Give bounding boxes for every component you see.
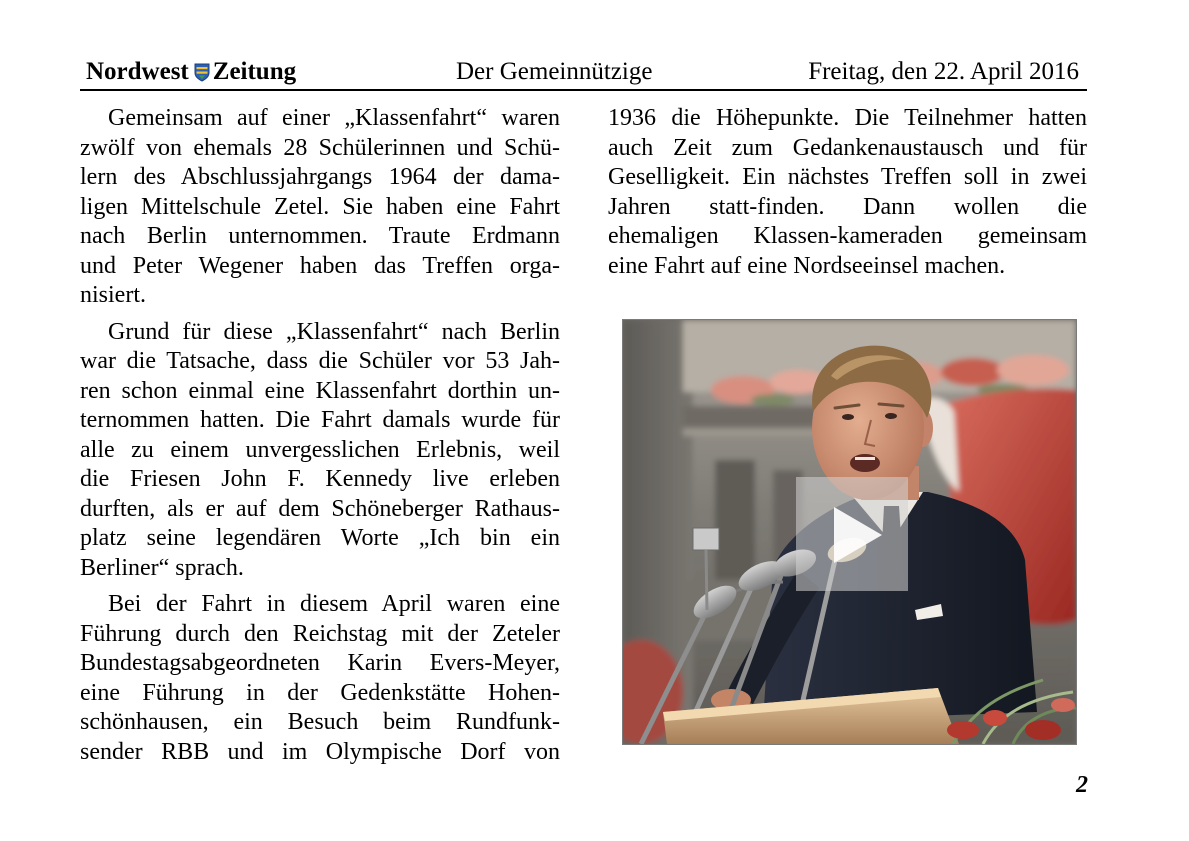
text-line: Grund für diese „Klassenfahrt“ nach Berlin xyxy=(108,318,560,345)
video-player[interactable] xyxy=(622,319,1077,745)
masthead-zeitung: Zeitung xyxy=(212,58,297,85)
text-line: platz seine legendären Worte „Ich bin ein xyxy=(80,525,560,551)
text-line: Bei der Fahrt in diesem April waren eine xyxy=(108,591,560,617)
issue-date: Freitag, den 22. April 2016 xyxy=(808,58,1079,85)
text-line: Jahren statt-finden. Dann wollen die xyxy=(608,193,1087,220)
article-column-left xyxy=(80,104,560,767)
text-line: durften, als er auf dem Schöneberger Rathaus- xyxy=(80,495,560,522)
page-number: 2 xyxy=(1076,772,1088,798)
text-line: sender RBB und im Olympische Dorf von xyxy=(80,738,560,765)
text-line: eine Führung in der Gedenkstätte Hohen- xyxy=(80,679,560,706)
text-line: Führung durch den Reichstag mit der Zeteler xyxy=(80,620,560,647)
text-line: alle zu einem unvergesslichen Erlebnis, weil xyxy=(80,436,560,463)
masthead xyxy=(86,57,296,87)
paragraph xyxy=(80,104,560,311)
text-line: schönhausen, ein Besuch beim Rundfunk- xyxy=(80,709,560,735)
text-line: nach Berlin unternommen. Traute Erdmann xyxy=(80,223,560,249)
header-rule xyxy=(80,89,1087,91)
text-line: die Friesen John F. Kennedy live erleben xyxy=(80,466,560,492)
text-line: war die Tatsache, dass die Schüler vor 53 Jah- xyxy=(80,348,560,374)
text-line: Geselligkeit. Ein nächstes Treffen soll in zwei xyxy=(608,164,1087,190)
text-line: ligen Mittelschule Zetel. Sie haben eine Fahrt xyxy=(80,193,560,220)
text-line: 1936 die Höhepunkte. Die Teilnehmer hatten xyxy=(608,105,1087,131)
play-button[interactable] xyxy=(796,477,908,591)
text-line: Gemeinsam auf einer „Klassenfahrt“ waren xyxy=(108,105,560,131)
paragraph xyxy=(608,104,1087,281)
text-line: und Peter Wegener haben das Treffen orga- xyxy=(80,252,560,279)
text-line: auch Zeit zum Gedankenaustausch und für xyxy=(608,134,1087,161)
paragraph xyxy=(80,590,560,767)
text-line: nisiert. xyxy=(80,282,146,308)
coat-of-arms-icon xyxy=(194,63,210,82)
masthead-nordwest: Nordwest xyxy=(86,58,189,85)
text-line: Bundestagsabgeordneten Karin Evers-Meyer, xyxy=(80,650,560,676)
text-line: Berliner“ sprach. xyxy=(80,554,244,581)
article-column-right xyxy=(608,104,1087,281)
text-line: ren schon einmal eine Klassenfahrt dorthin un- xyxy=(80,377,560,404)
text-line: zwölf von ehemals 28 Schülerinnen und Schü- xyxy=(80,134,560,161)
video-still xyxy=(623,320,1076,744)
paragraph xyxy=(80,318,560,584)
text-line: lern des Abschlussjahrgangs 1964 der dama- xyxy=(80,164,560,190)
text-line: ternommen hatten. Die Fahrt damals wurde für xyxy=(80,407,560,433)
text-line: ehemaligen Klassen-kameraden gemeinsam xyxy=(608,223,1087,249)
section-title: Der Gemeinnützige xyxy=(456,58,653,85)
text-line: eine Fahrt auf eine Nordseeinsel machen. xyxy=(608,252,1006,279)
